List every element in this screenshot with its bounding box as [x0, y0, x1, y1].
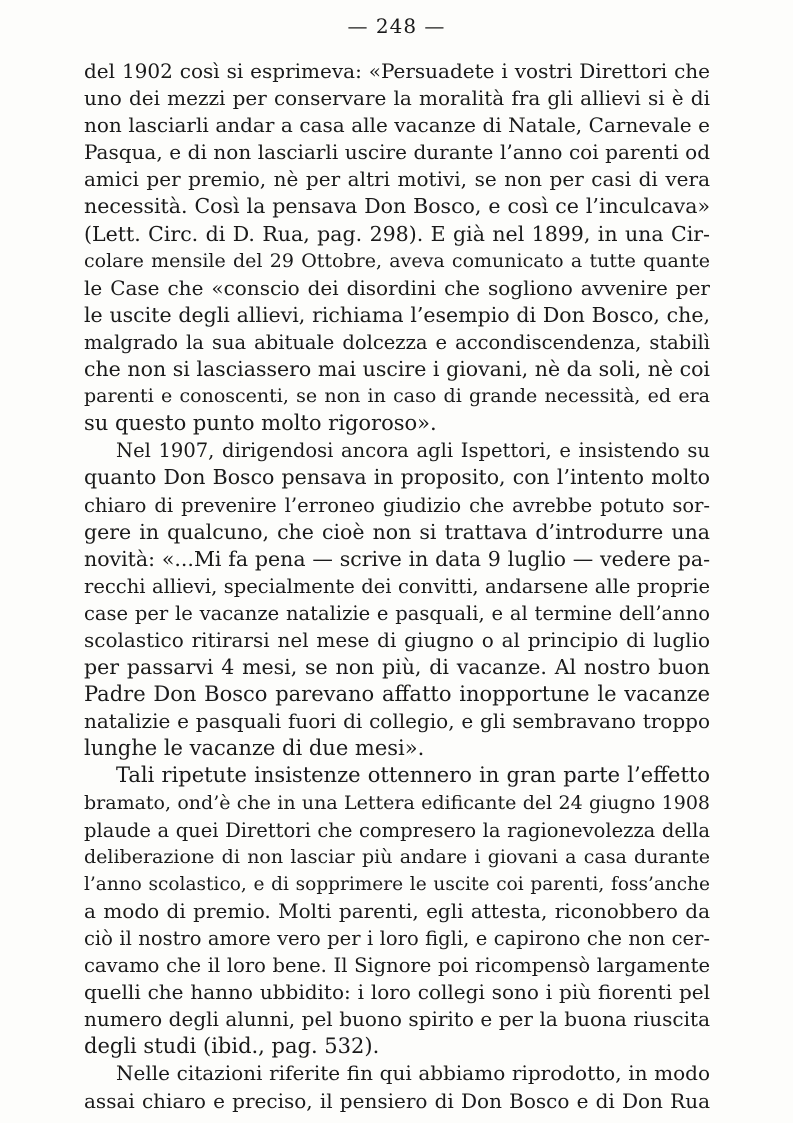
text-line: plaude a quei Direttori che compresero la ragionevolezza della — [84, 818, 710, 842]
text-line: a modo di premio. Molti parenti, egli attesta, riconobbero da — [84, 898, 710, 923]
text-line: che non si lasciassero mai uscire i giovani, nè da soli, nè coi — [84, 357, 710, 382]
text-line: uno dei mezzi per conservare la moralità fra gli allievi si è di — [84, 86, 710, 111]
text-line: Nelle citazioni riferite fin qui abbiamo riprodotto, in modo — [116, 1061, 710, 1086]
text-line: Nel 1907, dirigendosi ancora agli Ispettori, e insistendo su — [116, 439, 710, 463]
text-line: parenti e conoscenti, se non in caso di grande necessità, ed era — [84, 385, 710, 408]
text-line: deliberazione di non lasciar più andare i giovani a casa durante — [84, 845, 710, 868]
text-line: cavamo che il loro bene. Il Signore poi ricompensò largamente — [84, 954, 710, 978]
page-number: — 248 — — [347, 14, 446, 38]
text-line: recchi allievi, specialmente dei convitti, andarsene alle proprie — [84, 574, 710, 598]
text-line: assai chiaro e preciso, il pensiero di Don Bosco e di Don Rua — [84, 1088, 710, 1113]
text-line: malgrado la sua abituale dolcezza e accondiscendenza, stabilì — [84, 330, 710, 354]
text-line: necessità. Così la pensava Don Bosco, e così ce l’inculcava» — [84, 194, 710, 219]
text-line: per passarvi 4 mesi, se non più, di vacanze. Al nostro buon — [84, 655, 710, 680]
text-line: case per le vacanze natalizie e pasquali, e al termine dell’anno — [84, 601, 710, 625]
text-line: quelli che hanno ubbidito: i loro collegi sono i più fiorenti pel — [84, 980, 710, 1005]
text-line: chiaro di prevenire l’erroneo giudizio che avrebbe potuto sor- — [84, 493, 710, 517]
text-line: quanto Don Bosco pensava in proposito, con l’intento molto — [84, 465, 710, 490]
text-line: su questo punto molto rigoroso». — [84, 411, 437, 436]
text-line: amici per premio, nè per altri motivi, se non per casi di vera — [84, 167, 710, 192]
text-line: lunghe le vacanze di due mesi». — [84, 736, 425, 761]
text-line: Pasqua, e di non lasciarli uscire durante l’anno coi parenti od — [84, 140, 710, 165]
text-line: scolastico ritirarsi nel mese di giugno o al principio di luglio — [84, 627, 710, 652]
text-line: del 1902 così si esprimeva: «Persuadete i vostri Direttori che — [84, 59, 710, 83]
text-line: novità: «...Mi fa pena — scrive in data 9 luglio — vedere pa- — [84, 546, 710, 571]
text-line: le Case che «conscio dei disordini che sogliono avvenire per — [84, 275, 710, 300]
text-line: l’anno scolastico, e di sopprimere le uscite coi parenti, foss’anche — [84, 873, 710, 895]
text-line: non lasciarli andar a casa alle vacanze di Natale, Carnevale e — [84, 113, 710, 138]
text-line: gere in qualcuno, che cioè non si trattava d’introdurre una — [84, 519, 710, 544]
text-line: numero degli alunni, pel buono spirito e per la buona riuscita — [84, 1007, 710, 1032]
body-text — [84, 58, 710, 1115]
text-line: ciò il nostro amore vero per i loro figli, e capirono che non cer- — [84, 927, 710, 950]
text-line: degli studi (ibid., pag. 532). — [84, 1034, 380, 1059]
text-line: Tali ripetute insistenze ottennero in gran parte l’effetto — [116, 763, 710, 788]
text-line: le uscite degli allievi, richiama l’esempio di Don Bosco, che, — [84, 302, 710, 327]
text-line: (Lett. Circ. di D. Rua, pag. 298). E già nel 1899, in una Cir- — [84, 221, 710, 246]
text-line: bramato, ond’è che in una Lettera edificante del 24 giugno 1908 — [84, 791, 710, 814]
text-line: colare mensile del 29 Ottobre, aveva comunicato a tutte quante — [84, 249, 710, 272]
text-line: natalizie e pasquali fuori di collegio, e gli sembravano troppo — [84, 709, 710, 734]
text-line: Padre Don Bosco parevano affatto inopportune le vacanze — [84, 682, 710, 707]
